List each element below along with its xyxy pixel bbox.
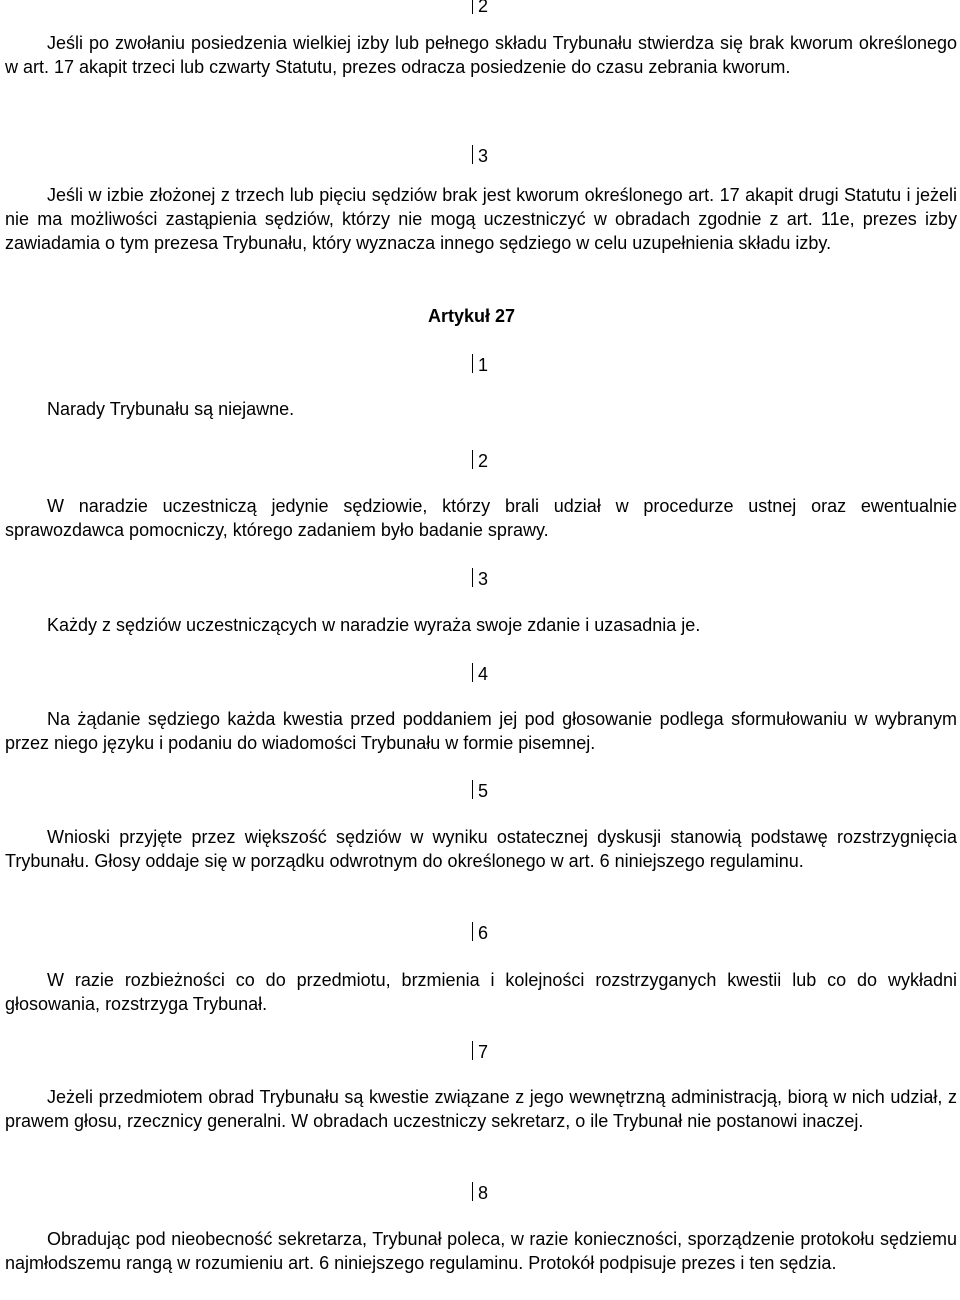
section-glyph	[470, 353, 478, 377]
section-mark-4: 4	[470, 662, 530, 686]
section-mark-3-top: 3	[470, 144, 530, 168]
section-glyph	[470, 449, 478, 473]
section-mark-1: 1	[470, 353, 530, 377]
section-glyph	[470, 144, 478, 168]
section-glyph	[470, 1181, 478, 1205]
section-glyph	[470, 779, 478, 803]
section-glyph	[470, 921, 478, 945]
section-mark-5: 5	[470, 779, 530, 803]
paragraph-quorum-full-court: Jeśli po zwołaniu posiedzenia wielkiej izby lub pełnego składu Trybunału stwierdza się brak kworum określonego w art. 17 akapit trzeci lub czwarty Statutu, prezes odracza posiedzenie do czasu zebrania kworum.	[5, 33, 957, 77]
section-mark-6: 6	[470, 921, 530, 945]
section-mark-8: 8	[470, 1181, 530, 1205]
paragraph-quorum-chamber: Jeśli w izbie złożonej z trzech lub pięciu sędziów brak jest kworum określonego art. 17 akapit drugi Statutu i jeżeli nie ma możliwości zastąpienia sędziów, którzy nie mogą uczestniczyć w obradach zgodnie z art. 11e, prezes izby zawiadamia o tym prezesa Trybunału, który wyznacza innego sędziego w celu uzupełnienia składu izby.	[5, 185, 957, 253]
section-glyph	[470, 0, 478, 18]
section-glyph	[470, 662, 478, 686]
paragraph-4: Na żądanie sędziego każda kwestia przed poddaniem jej pod głosowanie podlega sformułowaniu w wybranym przez niego języku i podaniu do wiadomości Trybunału w formie pisemnej.	[5, 709, 957, 753]
paragraph-2: W naradzie uczestniczą jedynie sędziowie, którzy brali udział w procedurze ustnej oraz ewentualnie sprawozdawca pomocniczy, którego zadaniem było badanie sprawy.	[5, 496, 957, 540]
paragraph-5: Wnioski przyjęte przez większość sędziów w wyniku ostatecznej dyskusji stanowią podstawę rozstrzygnięcia Trybunału. Głosy oddaje się w porządku odwrotnym do określonego w art. 6 niniejszego regulaminu.	[5, 827, 957, 871]
section-glyph	[470, 1040, 478, 1064]
section-mark-2: 2	[470, 449, 530, 473]
paragraph-3: Każdy z sędziów uczestniczących w naradzie wyraża swoje zdanie i uzasadnia je.	[47, 615, 701, 635]
section-mark-7: 7	[470, 1040, 530, 1064]
paragraph-8: Obradując pod nieobecność sekretarza, Trybunał poleca, w razie konieczności, sporządzenie protokołu sędziemu najmłodszemu rangą w rozumieniu art. 6 niniejszego regulaminu. Protokół podpisuje prezes i ten sędzia.	[5, 1229, 957, 1273]
article-heading: Artykuł 27	[428, 306, 516, 326]
paragraph-6: W razie rozbieżności co do przedmiotu, brzmienia i kolejności rozstrzyganych kwestii lub co do wykładni głosowania, rozstrzyga Trybunał.	[5, 970, 957, 1014]
paragraph-7: Jeżeli przedmiotem obrad Trybunału są kwestie związane z jego wewnętrzną administracją, biorą w nich udział, z prawem głosu, rzecznicy generalni. W obradach uczestniczy sekretarz, o ile Trybunał nie postanowi inaczej.	[5, 1087, 957, 1131]
paragraph-1: Narady Trybunału są niejawne.	[47, 399, 295, 419]
section-mark-3: 3	[470, 567, 530, 591]
section-mark-2-top: 2	[470, 0, 530, 18]
section-glyph	[470, 567, 478, 591]
